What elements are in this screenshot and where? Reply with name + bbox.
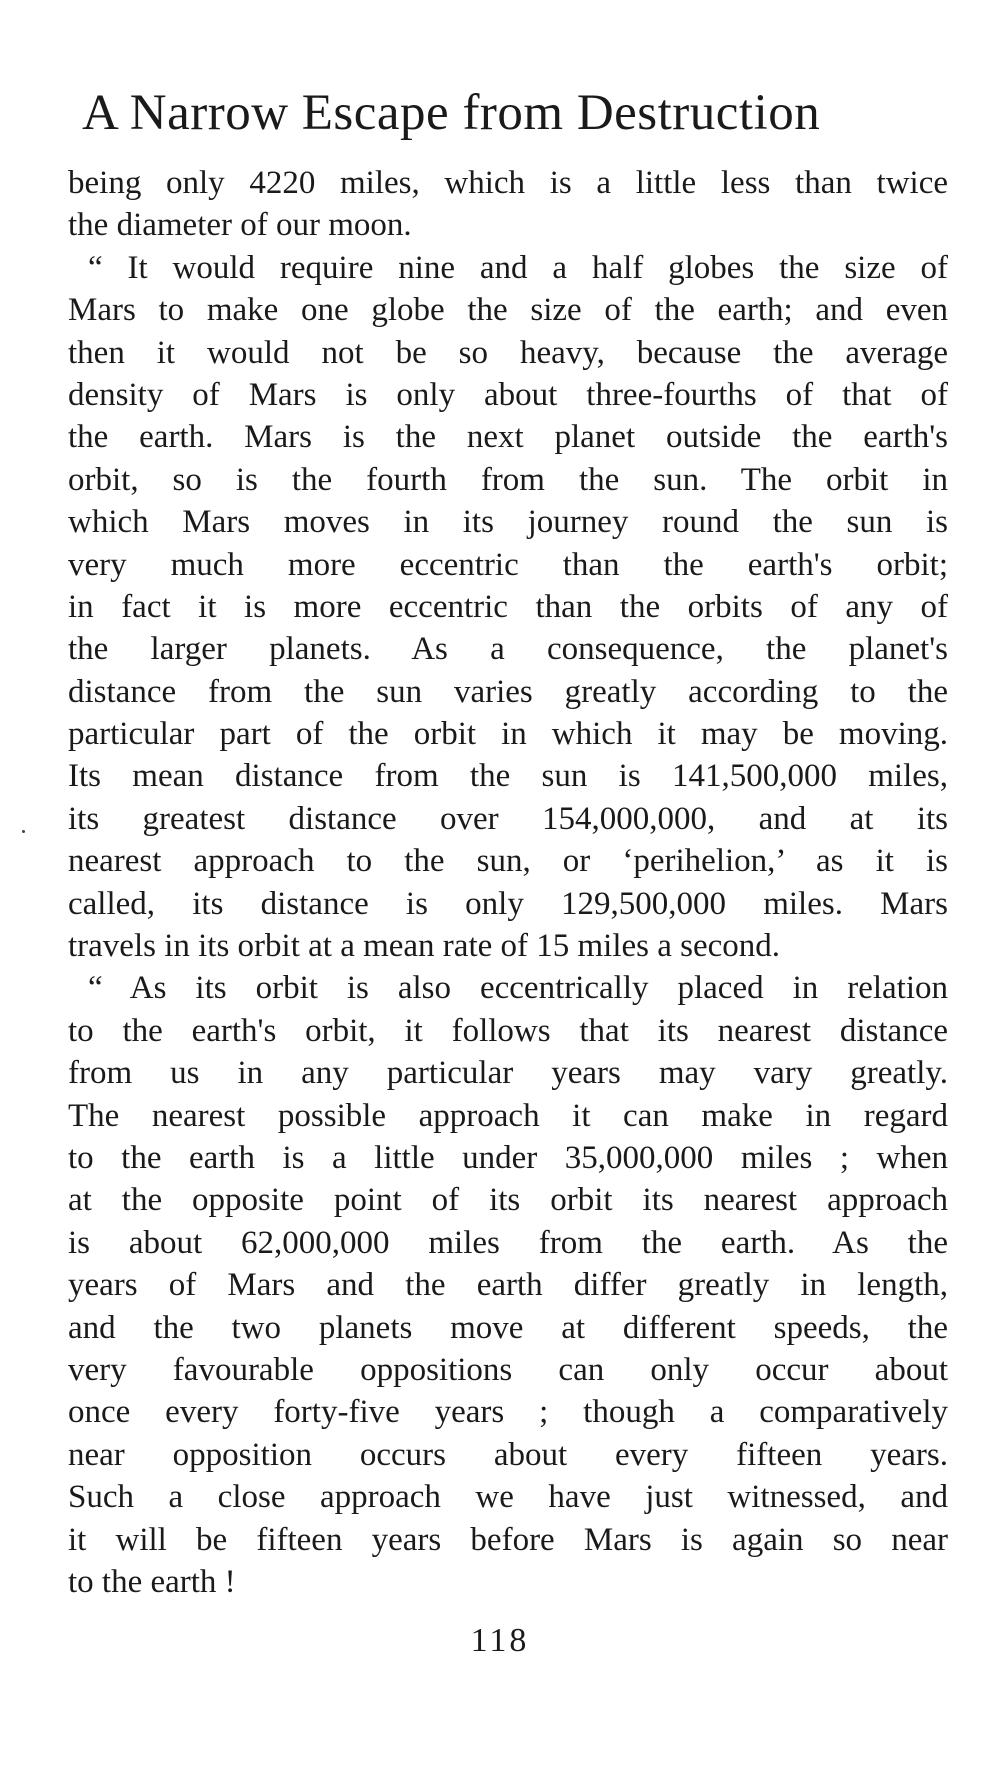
text-line: very favourable oppositions can only occur about [68,1351,948,1388]
text-line: distance from the sun varies greatly according to the [68,673,948,710]
text-line: it will be fifteen years before Mars is again so near [68,1521,948,1558]
text-line: years of Mars and the earth differ greatly in length, [68,1267,948,1304]
text-line: to the earth's orbit, it follows that its nearest distance [68,1012,948,1049]
running-head: A Narrow Escape from Destruction [82,85,821,141]
text-line: in fact it is more eccentric than the orbits of any of [68,588,948,625]
scan-speck [22,830,25,833]
text-line: the earth. Mars is the next planet outside the earth's [68,419,948,456]
paragraph-1 [68,162,948,247]
text-line: orbit, so is the fourth from the sun. The orbit in [68,461,948,498]
text-line: Mars to make one globe the size of the earth; and even [68,292,948,329]
text-line: “ It would require nine and a half globes the size of [88,249,948,286]
text-line: once every forty-five years ; though a comparatively [68,1394,948,1431]
text-line: its greatest distance over 154,000,000, and at its [68,800,948,837]
text-line: being only 4220 miles, which is a little less than twice [68,165,948,201]
text-line: at the opposite point of its orbit its nearest approach [68,1182,948,1219]
page-number: 118 [470,1622,530,1659]
text-line: nearest approach to the sun, or ‘perihelion,’ as it is [68,843,948,880]
text-line: Such a close approach we have just witnessed, and [68,1479,948,1516]
text-line: is about 62,000,000 miles from the earth. As the [68,1224,948,1261]
text-line: density of Mars is only about three-fourths of that of [68,376,948,413]
paragraph-3 [68,967,948,1603]
text-line: travels in its orbit at a mean rate of 15 miles a second. [68,928,781,965]
text-line: Its mean distance from the sun is 141,500,000 miles, [68,758,948,795]
text-line: to the earth is a little under 35,000,000 miles ; when [68,1139,948,1176]
text-line: near opposition occurs about every fifteen years. [68,1436,948,1473]
text-line: to the earth ! [68,1563,236,1600]
text-line: and the two planets move at different speeds, the [68,1309,948,1346]
text-line: the larger planets. As a consequence, the planet's [68,631,948,668]
text-line: called, its distance is only 129,500,000 miles. Mars [68,885,948,922]
text-line: “ As its orbit is also eccentrically placed in relation [88,970,948,1007]
text-line: from us in any particular years may vary greatly. [68,1055,948,1092]
text-line: which Mars moves in its journey round the sun is [68,504,948,541]
text-line: then it would not be so heavy, because the average [68,334,948,371]
text-line: very much more eccentric than the earth's orbit; [68,546,948,583]
body-text [68,162,948,1603]
paragraph-2 [68,247,948,968]
text-line: The nearest possible approach it can make in regard [68,1097,948,1134]
text-line: particular part of the orbit in which it may be moving. [68,716,948,753]
text-line: the diameter of our moon. [68,207,412,244]
